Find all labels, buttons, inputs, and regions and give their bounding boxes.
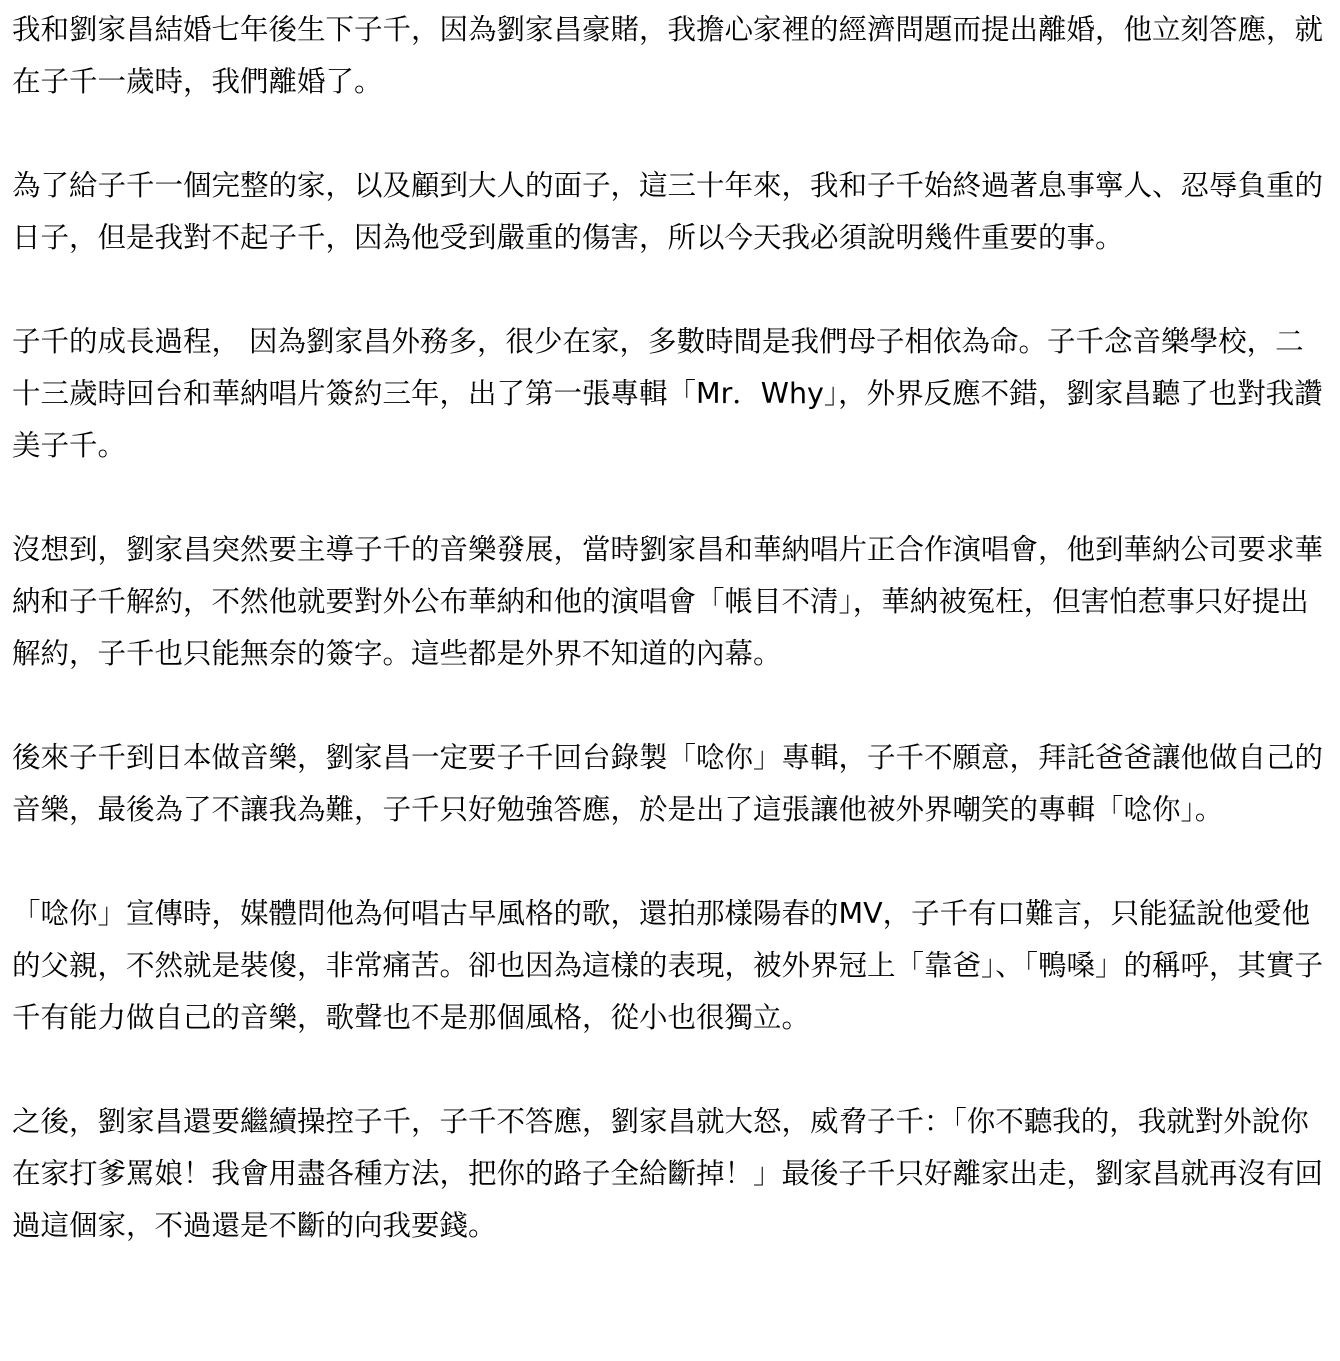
paragraph-3: 子千的成長過程， 因為劉家昌外務多，很少在家，多數時間是我們母子相依為命。子千念音樂學校，二十三歲時回台和華納唱片簽約三年，出了第一張專輯「Mr．Why」，外界反應不錯，劉家昌聽了也對我讚美子千。 [12,325,1323,462]
paragraph-1: 我和劉家昌結婚七年後生下子千，因為劉家昌豪賭，我擔心家裡的經濟問題而提出離婚，他立刻答應，就在子千一歲時，我們離婚了。 [12,13,1324,98]
paragraph-5: 後來子千到日本做音樂，劉家昌一定要子千回台錄製「唸你」專輯，子千不願意，拜託爸爸讓他做自己的音樂，最後為了不讓我為難，子千只好勉強答應，於是出了這張讓他被外界嘲笑的專輯「唸你」。 [12,741,1324,826]
paragraph-7: 之後，劉家昌還要繼續操控子千，子千不答應，劉家昌就大怒，威脅子千：「你不聽我的，我就對外說你在家打爹罵娘！我會用盡各種方法，把你的路子全給斷掉！」最後子千只好離家出走，劉家昌就再沒有回過這個家，不過還是不斷的向我要錢。 [12,1105,1324,1242]
paragraph-2: 為了給子千一個完整的家，以及顧到大人的面子，這三十年來，我和子千始終過著息事寧人、忍辱負重的日子，但是我對不起子千，因為他受到嚴重的傷害，所以今天我必須說明幾件重要的事。 [12,169,1324,254]
paragraph-4: 沒想到，劉家昌突然要主導子千的音樂發展，當時劉家昌和華納唱片正合作演唱會，他到華納公司要求華納和子千解約，不然他就要對外公布華納和他的演唱會「帳目不清」，華納被冤枉，但害怕惹事只好提出解約，子千也只能無奈的簽字。這些都是外界不知道的內幕。 [12,533,1324,670]
paragraph-6: 「唸你」宣傳時，媒體問他為何唱古早風格的歌，還拍那樣陽春的MV，子千有口難言，只能猛說他愛他的父親，不然就是裝傻，非常痛苦。卻也因為這樣的表現，被外界冠上「靠爸」、「鴨嗓」的稱呼，其實子千有能力做自己的音樂，歌聲也不是那個風格，從小也很獨立。 [12,897,1324,1034]
